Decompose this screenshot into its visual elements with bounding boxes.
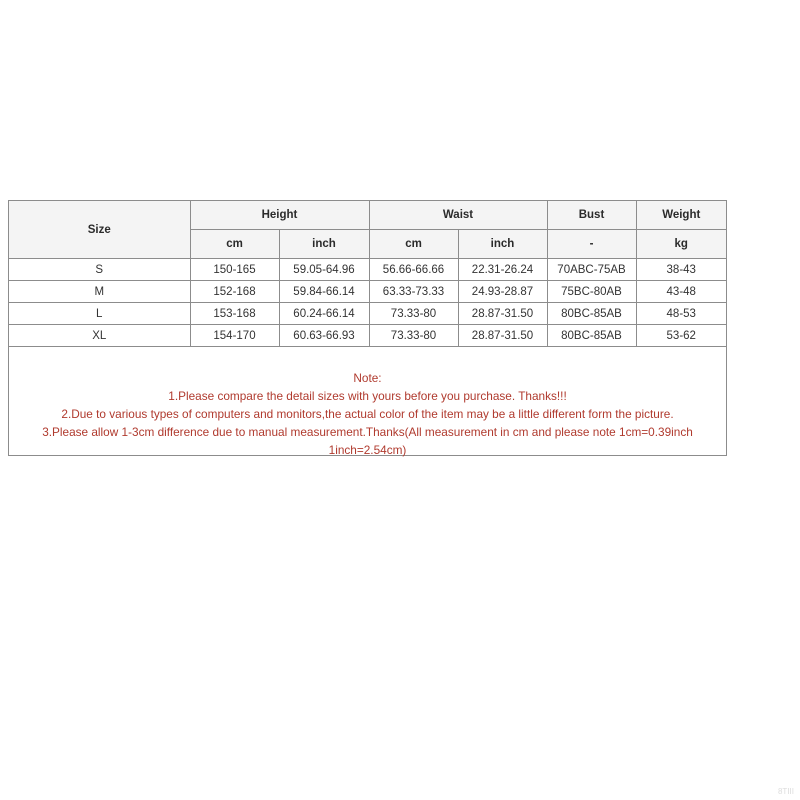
- size-cell: S: [9, 259, 190, 281]
- height-cm-cell: 153-168: [190, 303, 279, 325]
- header-row: [9, 201, 726, 230]
- height-inch-cell: 59.84-66.14: [279, 281, 369, 303]
- size-cell: M: [9, 281, 190, 303]
- size-table: [9, 201, 726, 347]
- waist-cm-cell: 73.33-80: [369, 303, 458, 325]
- bust-cell: 75BC-80AB: [547, 281, 636, 303]
- waist-header: Waist: [369, 201, 547, 230]
- watermark: 8TIII: [777, 787, 794, 796]
- waist-inch-cell: 24.93-28.87: [458, 281, 547, 303]
- height-cm-cell: 152-168: [190, 281, 279, 303]
- waist-cm-cell: 63.33-73.33: [369, 281, 458, 303]
- size-cell: L: [9, 303, 190, 325]
- waist-cm-cell: 56.66-66.66: [369, 259, 458, 281]
- size-cell: XL: [9, 325, 190, 347]
- note-line-2: 2.Due to various types of computers and monitors,the actual color of the item may be a little different form the picture.: [61, 407, 674, 421]
- notes: [9, 369, 726, 459]
- height-header: Height: [190, 201, 369, 230]
- table-row: [9, 303, 726, 325]
- waist-inch-cell: 28.87-31.50: [458, 325, 547, 347]
- waist-cm-unit: cm: [369, 230, 458, 259]
- table-row: [9, 325, 726, 347]
- waist-inch-cell: 28.87-31.50: [458, 303, 547, 325]
- height-inch-cell: 59.05-64.96: [279, 259, 369, 281]
- table-row: [9, 281, 726, 303]
- height-inch-cell: 60.63-66.93: [279, 325, 369, 347]
- height-inch-unit: inch: [279, 230, 369, 259]
- table-row: [9, 259, 726, 281]
- size-chart: [8, 200, 727, 456]
- bust-cell: 80BC-85AB: [547, 303, 636, 325]
- weight-cell: 53-62: [636, 325, 726, 347]
- height-inch-cell: 60.24-66.14: [279, 303, 369, 325]
- height-cm-cell: 154-170: [190, 325, 279, 347]
- waist-inch-cell: 22.31-26.24: [458, 259, 547, 281]
- note-line-1: 1.Please compare the detail sizes with yours before you purchase. Thanks!!!: [168, 389, 567, 403]
- weight-cell: 38-43: [636, 259, 726, 281]
- weight-header: Weight: [636, 201, 726, 230]
- waist-cm-cell: 73.33-80: [369, 325, 458, 347]
- notes-title: Note:: [353, 371, 382, 385]
- note-line-3: 3.Please allow 1-3cm difference due to manual measurement.Thanks(All measurement in cm and please note 1cm=0.39inch 1inch=2.54cm): [42, 425, 693, 457]
- bust-cell: 70ABC-75AB: [547, 259, 636, 281]
- weight-unit: kg: [636, 230, 726, 259]
- bust-cell: 80BC-85AB: [547, 325, 636, 347]
- height-cm-unit: cm: [190, 230, 279, 259]
- waist-inch-unit: inch: [458, 230, 547, 259]
- weight-cell: 48-53: [636, 303, 726, 325]
- size-header: Size: [9, 201, 190, 259]
- bust-unit: -: [547, 230, 636, 259]
- bust-header: Bust: [547, 201, 636, 230]
- weight-cell: 43-48: [636, 281, 726, 303]
- height-cm-cell: 150-165: [190, 259, 279, 281]
